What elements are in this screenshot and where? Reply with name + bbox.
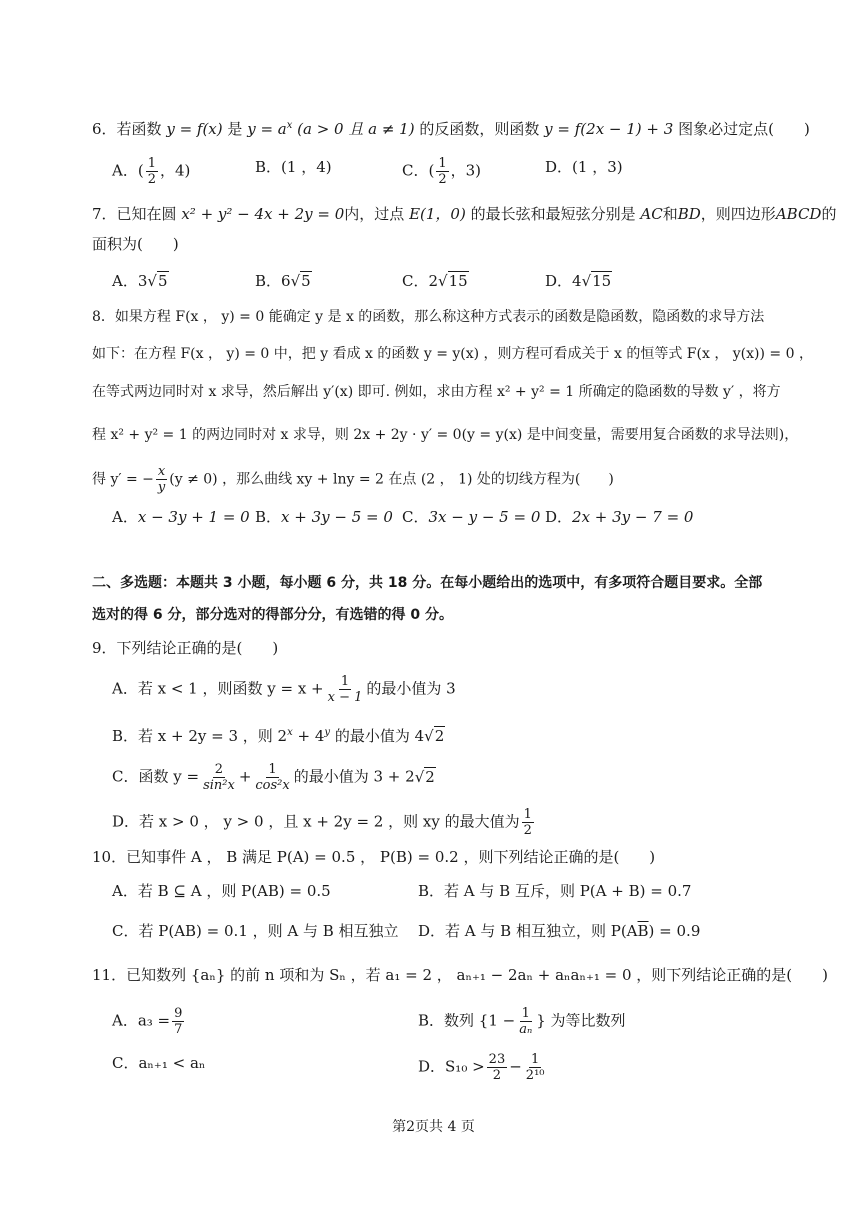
- fraction: [487, 1052, 508, 1083]
- q6-text-a: 6．若函数: [92, 120, 162, 138]
- q7-quad: ABCD: [775, 205, 822, 223]
- q11-option-a: [112, 1006, 186, 1037]
- denominator: 2: [438, 172, 447, 187]
- q10-option-a: A．若 B ⊆ A ，则 P(AB) = 0.5: [112, 882, 331, 900]
- q8-text-b: (y ≠ 0) ，那么曲线 xy + lny = 2 在点 (2 ， 1) 处的切线方程为( ): [169, 471, 614, 488]
- sqrt: √2: [414, 767, 435, 786]
- q7-text-d: ，则四边形: [700, 205, 776, 223]
- option-letter: A．: [112, 161, 138, 180]
- q7-chord-ac: AC: [640, 205, 663, 223]
- q7-circle-equation: x² + y² − 4x + 2y = 0: [181, 205, 345, 223]
- option-text: + 4: [292, 727, 325, 745]
- question-8-line-1: 8．如果方程 F(x ， y) = 0 能确定 y 是 x 的函数，那么称这种方式表示的函数是隐函数，隐函数的求导方法: [92, 309, 765, 325]
- fraction: [326, 674, 365, 705]
- option-letter: D．: [545, 158, 573, 176]
- complement-event: $\overline{B}$: [637, 922, 649, 940]
- fraction: [156, 464, 167, 495]
- q6-option-d: [545, 156, 623, 178]
- option-letter: B．: [255, 508, 282, 526]
- plus-sign: +: [238, 767, 252, 786]
- sqrt: √5: [290, 272, 311, 290]
- q6-formula-1: y = f(x): [166, 120, 223, 138]
- coefficient: 6: [281, 272, 291, 290]
- numerator: 2: [214, 762, 224, 777]
- fraction: [522, 807, 534, 838]
- q7-text-a: 7．已知在圆: [92, 205, 177, 223]
- sqrt: √15: [581, 272, 612, 290]
- q6-formula-2-sup: x: [286, 120, 293, 131]
- q7-point: E(1，0): [409, 205, 466, 223]
- option-text: B．数列 {1 −: [418, 1011, 516, 1030]
- q7-option-d: [545, 270, 612, 292]
- option-text: (: [137, 161, 144, 180]
- radicand: 5: [301, 272, 311, 290]
- radicand: 15: [592, 272, 612, 290]
- q6-text-d: 图象必过定点( ): [678, 120, 810, 138]
- q9-option-b: [112, 722, 445, 747]
- q6-formula-4: y = f(2x − 1) + 3: [544, 120, 674, 138]
- section-2-heading-line-1: 二、多选题：本题共 3 小题，每小题 6 分，共 18 分。在每小题给出的选项中，有多项符合题目要求。全部: [92, 575, 763, 591]
- option-text: D．若 x > 0 ， y > 0 ，且 x + 2y = 2 ，则 xy 的最大值为: [112, 812, 520, 831]
- option-text: (1 ，4): [281, 158, 332, 176]
- q7-option-a: [112, 270, 169, 292]
- option-text: 的最小值为 4: [330, 727, 425, 745]
- option-letter: A．: [112, 272, 138, 290]
- radicand: 15: [448, 272, 468, 290]
- q8-text-a: 得 y′ = −: [92, 471, 154, 488]
- option-text: 的最小值为 3 + 2: [293, 767, 415, 786]
- option-text: 的最小值为 3: [366, 679, 456, 698]
- question-8-line-2: 如下：在方程 F(x ， y) = 0 中，把 y 看成 x 的函数 y = y(x) ，则方程可看成关于 x 的恒等式 F(x ， y(x)) = 0 ，: [92, 346, 813, 362]
- numerator: 1: [340, 674, 350, 689]
- q11-option-c: C．aₙ₊₁ < aₙ: [112, 1054, 206, 1072]
- exponent: y: [324, 727, 331, 738]
- sqrt: √2: [424, 727, 445, 745]
- question-11-stem: 11．已知数列 {aₙ} 的前 n 项和为 Sₙ ，若 a₁ = 2 ， aₙ₊₁ − 2aₙ + aₙaₙ₊₁ = 0 ，则下列结论正确的是( ): [92, 966, 829, 984]
- numerator: 1: [147, 156, 156, 171]
- radicand: 2: [425, 767, 435, 786]
- option-text: C．函数 y =: [112, 767, 200, 786]
- option-text: (1 ，3): [572, 158, 623, 176]
- option-letter: A．: [112, 508, 138, 526]
- denominator: y: [157, 480, 166, 495]
- q8-option-d: [545, 506, 693, 528]
- q9-option-d: [112, 807, 536, 838]
- section-2-heading-line-2: 选对的得 6 分，部分选对的得部分分，有选错的得 0 分。: [92, 607, 453, 623]
- fraction: [436, 156, 448, 187]
- q9-option-a: [112, 674, 456, 705]
- q8-option-a: [112, 506, 250, 528]
- q7-chord-bd: BD: [677, 205, 701, 223]
- numerator: x: [157, 464, 166, 479]
- minus-sign: −: [509, 1057, 522, 1076]
- option-text: 2x + 3y − 7 = 0: [572, 508, 694, 526]
- option-text: D．若 A 与 B 相互独立，则 P(A: [418, 922, 638, 940]
- denominator: aₙ: [519, 1022, 533, 1037]
- option-text: D．S₁₀ >: [418, 1057, 485, 1076]
- question-7-line-1: [92, 203, 837, 225]
- denominator: 7: [174, 1022, 183, 1037]
- numerator: 1: [523, 807, 532, 822]
- q10-option-d: [418, 920, 700, 942]
- option-letter: B．: [255, 272, 282, 290]
- denominator: 2: [147, 172, 156, 187]
- fraction: [201, 762, 237, 793]
- option-letter: C．: [402, 272, 429, 290]
- question-7-line-2: 面积为( ): [92, 235, 179, 253]
- fraction: [172, 1006, 184, 1037]
- q8-option-b: [255, 506, 393, 528]
- option-text: } 为等比数列: [536, 1011, 626, 1030]
- q6-option-b: [255, 156, 332, 178]
- denominator: x − 1: [327, 690, 363, 705]
- q6-formula-2-base: y = a: [247, 120, 287, 138]
- sqrt: √5: [147, 272, 168, 290]
- sqrt: √15: [438, 272, 468, 290]
- radicand: 2: [434, 727, 445, 745]
- q6-formula-2: [247, 120, 292, 138]
- q7-text-c: 的最长弦和最短弦分别是: [470, 205, 636, 223]
- page-footer: 第2页共 4 页: [392, 1119, 475, 1135]
- option-text: x + 3y − 5 = 0: [281, 508, 393, 526]
- denominator: sin²x: [203, 778, 235, 793]
- option-letter: D．: [545, 272, 573, 290]
- fraction: [146, 156, 158, 187]
- exponent: x: [287, 727, 293, 738]
- q6-formula-3: (a > 0 且 a ≠ 1): [297, 120, 415, 138]
- option-text: A．若 x < 1 ，则函数 y = x +: [112, 679, 324, 698]
- denominator: cos²x: [255, 778, 290, 793]
- q6-option-c: [402, 156, 481, 187]
- q7-text-e: 的: [821, 205, 837, 223]
- q11-option-b: [418, 1006, 626, 1037]
- numerator: 9: [174, 1006, 183, 1021]
- option-letter: D．: [545, 508, 573, 526]
- option-text: ，4): [159, 161, 191, 180]
- q6-text-c: 的反函数，则函数: [419, 120, 540, 138]
- q8-option-c: [402, 506, 540, 528]
- coefficient: 4: [572, 272, 582, 290]
- q11-option-d: [418, 1052, 549, 1083]
- q7-option-b: [255, 270, 312, 292]
- fraction: [524, 1052, 547, 1083]
- q7-text-b: 内，过点: [344, 205, 405, 223]
- denominator: 2: [492, 1068, 502, 1083]
- question-8-line-3: 在等式两边同时对 x 求导，然后解出 y′(x) 即可. 例如，求由方程 x² + y² = 1 所确定的隐函数的导数 y′ ，将方: [92, 384, 781, 400]
- fraction: [253, 762, 291, 793]
- question-9-stem: 9．下列结论正确的是( ): [92, 639, 279, 657]
- q6-option-a: [112, 156, 190, 187]
- coefficient: 3: [137, 272, 148, 290]
- numerator: 1: [531, 1052, 540, 1067]
- option-text: (: [428, 161, 435, 180]
- option-text: ) = 0.9: [648, 922, 701, 940]
- q10-option-c: C．若 P(AB) = 0.1 ，则 A 与 B 相互独立: [112, 922, 399, 940]
- coefficient: 2: [428, 272, 439, 290]
- radicand: 5: [157, 272, 168, 290]
- denominator: 2: [523, 823, 532, 838]
- option-letter: C．: [402, 508, 429, 526]
- q6-text-b: 是: [227, 120, 243, 138]
- option-letter: C．: [402, 161, 429, 180]
- option-letter: B．: [255, 158, 282, 176]
- q7-text-and: 和: [662, 205, 678, 223]
- option-text: B．若 x + 2y = 3 ，则 2: [112, 727, 288, 745]
- fraction: [517, 1006, 534, 1037]
- question-8-line-5: [92, 464, 797, 495]
- denominator: 2¹⁰: [525, 1068, 545, 1083]
- question-6-stem: [92, 115, 810, 140]
- numerator: 1: [438, 156, 447, 171]
- numerator: 1: [268, 762, 277, 777]
- q9-option-c: [112, 762, 436, 793]
- q7-option-c: [402, 270, 469, 292]
- numerator: 1: [521, 1006, 530, 1021]
- option-text: x − 3y + 1 = 0: [137, 508, 250, 526]
- q10-option-b: B．若 A 与 B 互斥，则 P(A + B) = 0.7: [418, 882, 692, 900]
- question-10-stem: 10．已知事件 A ， B 满足 P(A) = 0.5 ， P(B) = 0.2 ，则下列结论正确的是( ): [92, 848, 656, 866]
- numerator: 23: [488, 1052, 506, 1067]
- question-8-line-4: 程 x² + y² = 1 的两边同时对 x 求导，则 2x + 2y · y′ = 0(y = y(x) 是中间变量，需要用复合函数的求导法则)，: [92, 427, 799, 443]
- option-text: A．a₃ =: [112, 1011, 171, 1030]
- option-text: 3x − y − 5 = 0: [428, 508, 541, 526]
- option-text: ，3): [450, 161, 482, 180]
